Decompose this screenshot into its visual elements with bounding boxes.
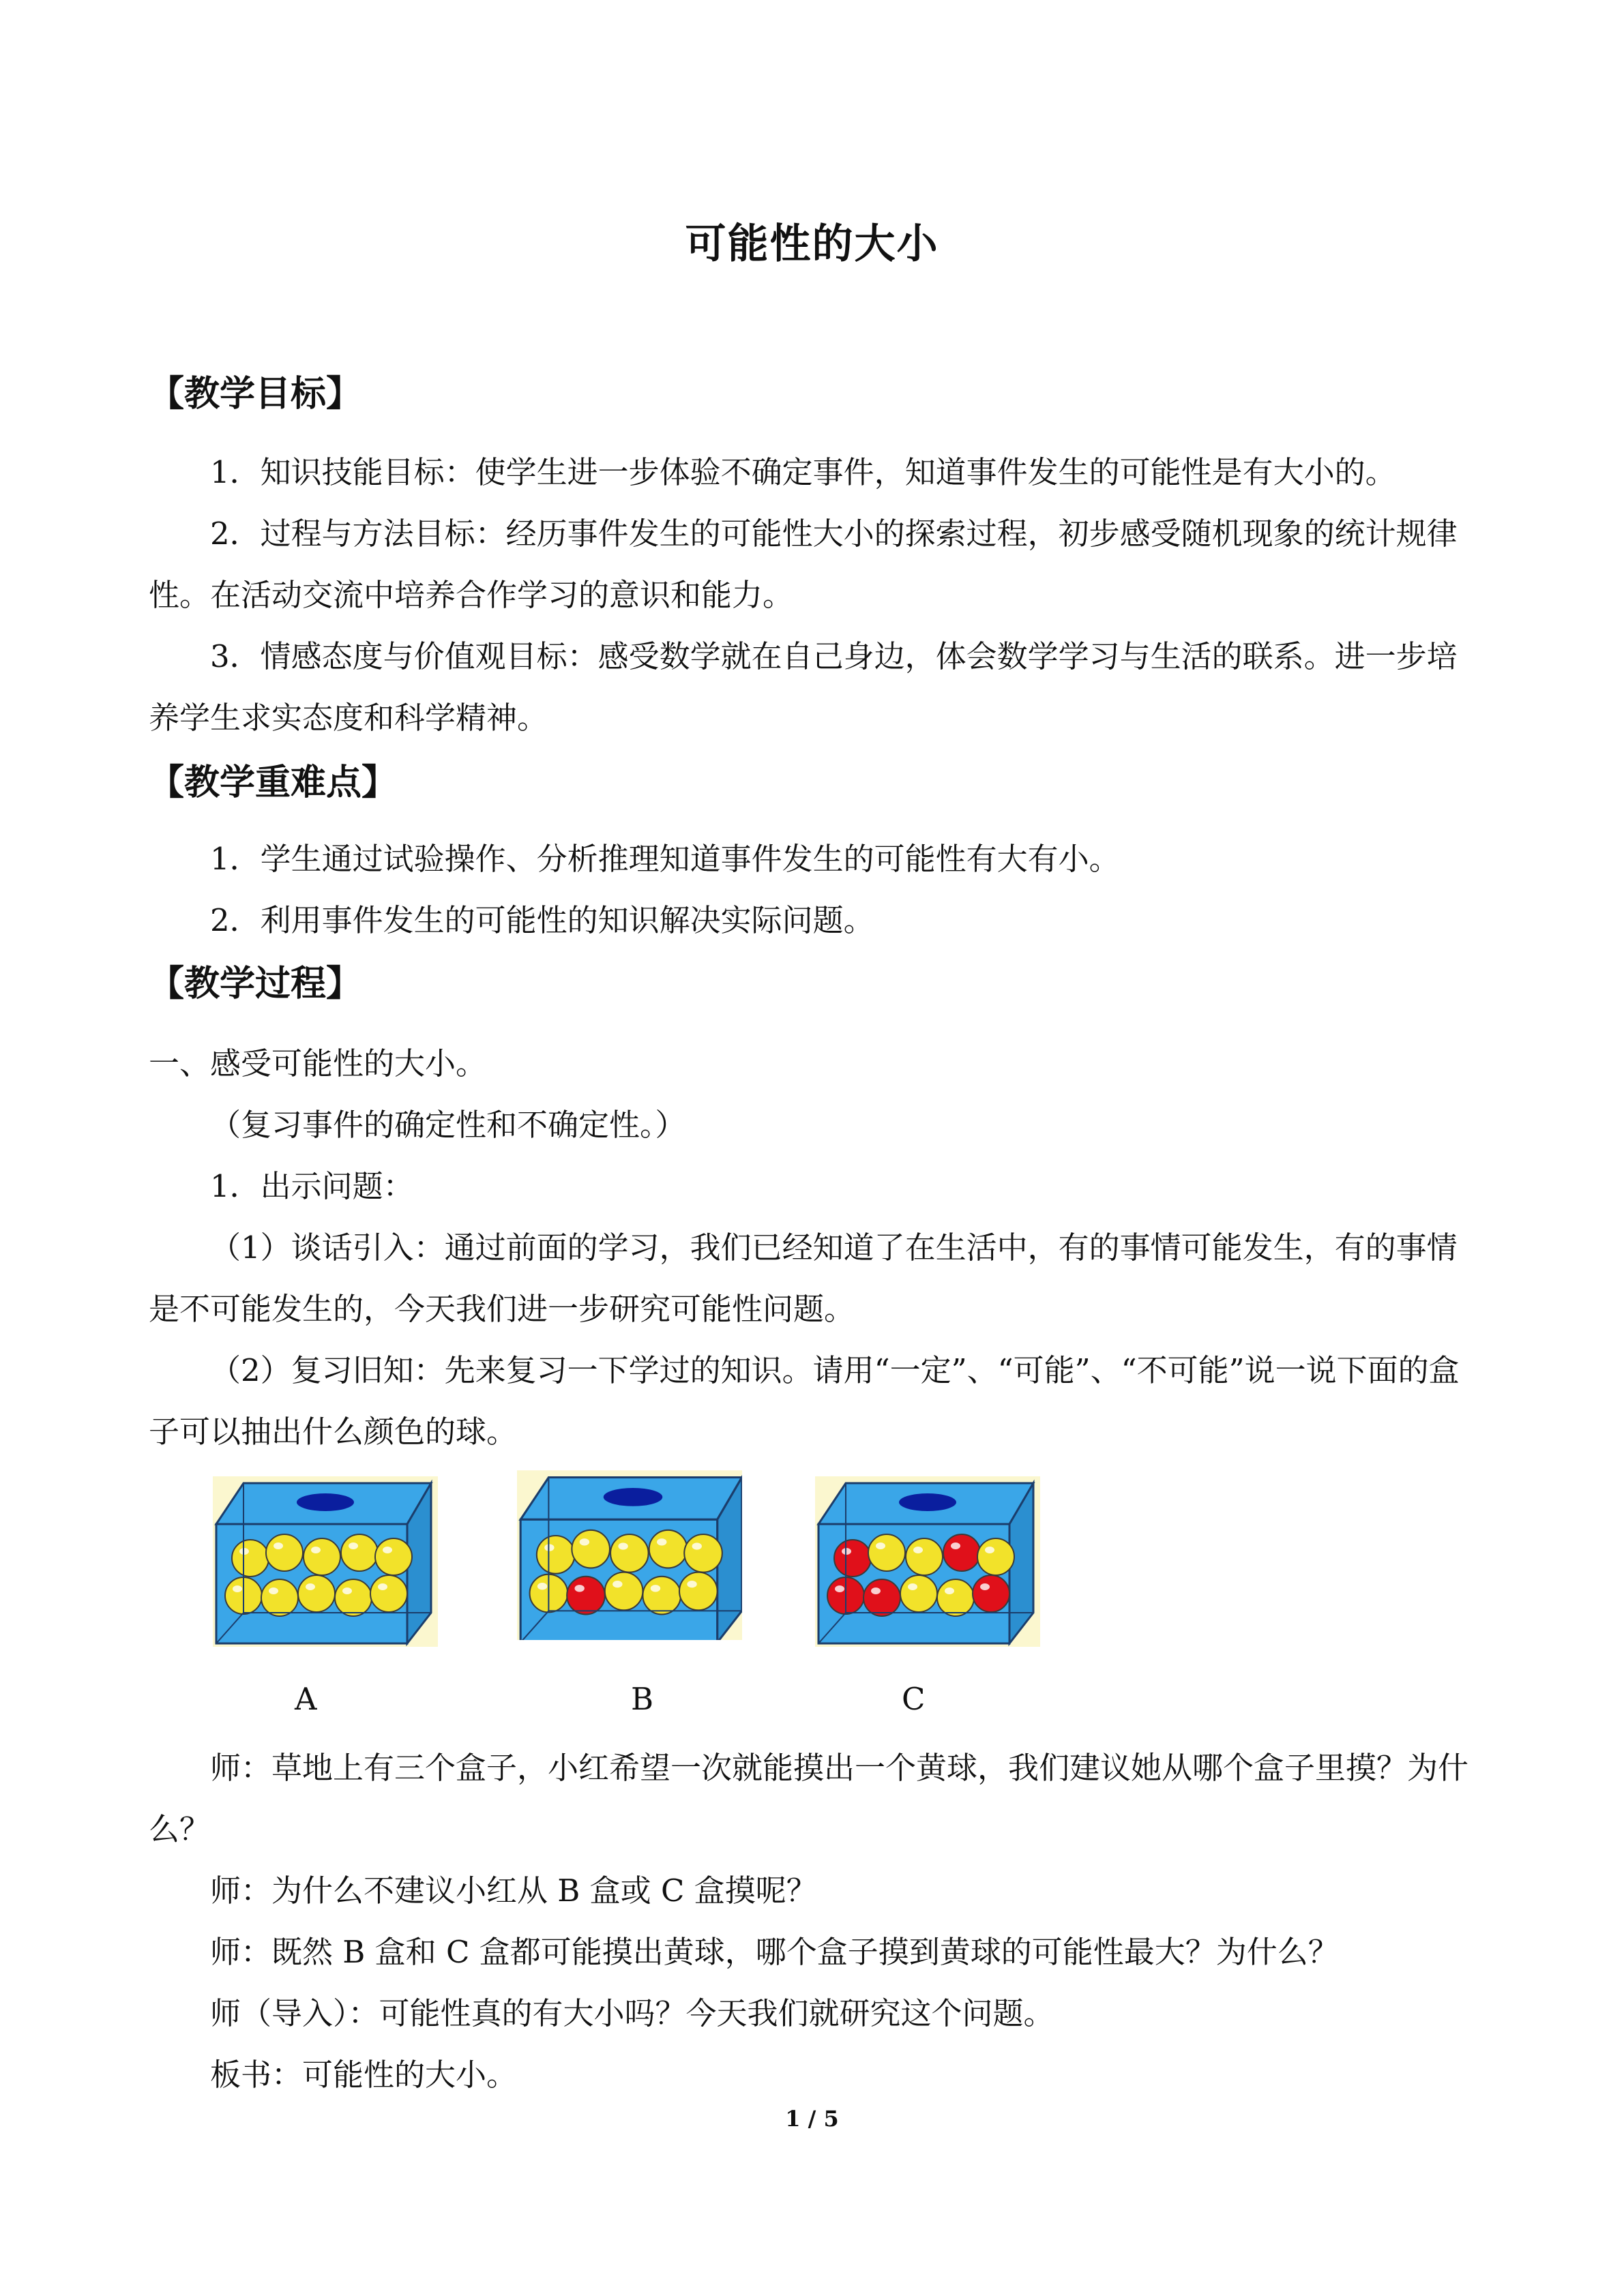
- ball-yellow: [643, 1577, 681, 1615]
- ball-red: [567, 1577, 605, 1615]
- ball-highlight: [657, 1538, 666, 1545]
- ball-yellow: [537, 1536, 575, 1574]
- ball-yellow: [572, 1530, 610, 1568]
- ball-yellow: [341, 1534, 378, 1571]
- goal-item-2: 2．过程与方法目标：经历事件发生的可能性大小的探索过程，初步感受随机现象的统计规律性。在活动交流中培养合作学习的意识和能力。: [149, 516, 1458, 613]
- ball-highlight: [692, 1542, 702, 1549]
- ball-highlight: [342, 1587, 352, 1594]
- ball-highlight: [985, 1547, 994, 1553]
- ball-yellow: [375, 1538, 412, 1575]
- goal-item-3: 3．情感态度与价值观目标：感受数学就在自己身边，体会数学学习与生活的联系。进一步培养学生求实态度和科学精神。: [149, 638, 1458, 736]
- ball-yellow: [610, 1534, 649, 1572]
- ball-highlight: [687, 1581, 696, 1587]
- ball-highlight: [871, 1587, 881, 1594]
- ball-highlight: [618, 1542, 628, 1549]
- ball-highlight: [383, 1547, 392, 1553]
- ball-highlight: [876, 1542, 885, 1549]
- box-label-b: B: [631, 1681, 654, 1717]
- ball-yellow: [335, 1579, 372, 1616]
- page-number: 1 / 5: [785, 2106, 839, 2132]
- box-hole: [604, 1488, 663, 1506]
- teacher-intro: 师（导入）：可能性真的有大小吗？今天我们就研究这个问题。: [210, 1995, 1054, 2031]
- ball-yellow: [266, 1534, 303, 1571]
- heading-key-points: 【教学重难点】: [149, 762, 398, 803]
- ball-highlight: [580, 1538, 589, 1545]
- ball-highlight: [612, 1581, 622, 1587]
- document-title: 可能性的大小: [685, 220, 939, 268]
- ball-highlight: [835, 1585, 844, 1592]
- ball-yellow: [232, 1540, 269, 1577]
- ball-red: [943, 1534, 980, 1571]
- ball-yellow: [906, 1538, 943, 1575]
- teacher-question-3: 师：既然 B 盒和 C 盒都可能摸出黄球，哪个盒子摸到黄球的可能性最大？为什么？: [210, 1934, 1339, 1970]
- ball-yellow: [868, 1534, 905, 1571]
- review-paragraph: （2）复习旧知：先来复习一下学过的知识。请用“一定”、“可能”、“不可能”说一说下面的盒子可以抽出什么颜色的球。: [149, 1352, 1460, 1450]
- ball-highlight: [233, 1585, 242, 1592]
- heading-teaching-process: 【教学过程】: [149, 964, 362, 1004]
- box-hole: [899, 1493, 956, 1511]
- key-point-1: 1．学生通过试验操作、分析推理知道事件发生的可能性有大有小。: [210, 841, 1120, 877]
- ball-yellow: [304, 1538, 340, 1575]
- ball-highlight: [913, 1547, 923, 1553]
- ball-highlight: [274, 1542, 283, 1549]
- ball-yellow: [261, 1579, 298, 1616]
- ball-yellow: [679, 1572, 718, 1611]
- ball-box-b: [517, 1470, 742, 1640]
- ball-highlight: [574, 1585, 584, 1592]
- review-note: （复习事件的确定性和不确定性。）: [210, 1107, 686, 1143]
- ball-yellow: [370, 1575, 407, 1612]
- part1-title: 一、感受可能性的大小。: [149, 1045, 487, 1082]
- ball-highlight: [980, 1583, 990, 1590]
- box-label-a: A: [295, 1681, 317, 1717]
- heading-teaching-goals: 【教学目标】: [149, 374, 362, 415]
- box-hole: [297, 1493, 354, 1511]
- intro-paragraph: （1）谈话引入：通过前面的学习，我们已经知道了在生活中，有的事情可能发生，有的事情是不可能发生的，今天我们进一步研究可能性问题。: [149, 1229, 1458, 1327]
- ball-highlight: [378, 1583, 387, 1590]
- ball-box-a: [213, 1476, 438, 1647]
- box-label-c: C: [902, 1681, 926, 1717]
- ball-highlight: [651, 1585, 660, 1592]
- ball-highlight: [311, 1547, 321, 1553]
- ball-yellow: [937, 1579, 974, 1616]
- key-point-2: 2．利用事件发生的可能性的知识解决实际问题。: [210, 902, 874, 938]
- ball-highlight: [269, 1587, 278, 1594]
- ball-yellow: [684, 1534, 722, 1572]
- ball-red: [973, 1575, 1009, 1612]
- ball-yellow: [977, 1538, 1014, 1575]
- ball-red: [863, 1579, 900, 1616]
- ball-highlight: [306, 1583, 315, 1590]
- ball-highlight: [908, 1583, 917, 1590]
- ball-highlight: [349, 1542, 358, 1549]
- ball-highlight: [537, 1583, 547, 1590]
- board-writing: 板书：可能性的大小。: [210, 2057, 518, 2093]
- ball-yellow: [298, 1575, 335, 1612]
- goal-item-1: 1．知识技能目标：使学生进一步体验不确定事件，知道事件发生的可能性是有大小的。: [210, 454, 1396, 490]
- teacher-question-2: 师：为什么不建议小红从 B 盒或 C 盒摸呢？: [210, 1873, 817, 1909]
- step-1: 1．出示问题：: [210, 1168, 414, 1204]
- ball-highlight: [951, 1542, 960, 1549]
- ball-red: [834, 1540, 871, 1577]
- ball-yellow: [649, 1530, 688, 1568]
- teacher-question-1: 师：草地上有三个盒子，小红希望一次就能摸出一个黄球，我们建议她从哪个盒子里摸？为什么？: [149, 1750, 1469, 1847]
- ball-highlight: [945, 1587, 954, 1594]
- ball-yellow: [605, 1572, 643, 1611]
- ball-box-c: [815, 1476, 1040, 1647]
- ball-yellow: [900, 1575, 937, 1612]
